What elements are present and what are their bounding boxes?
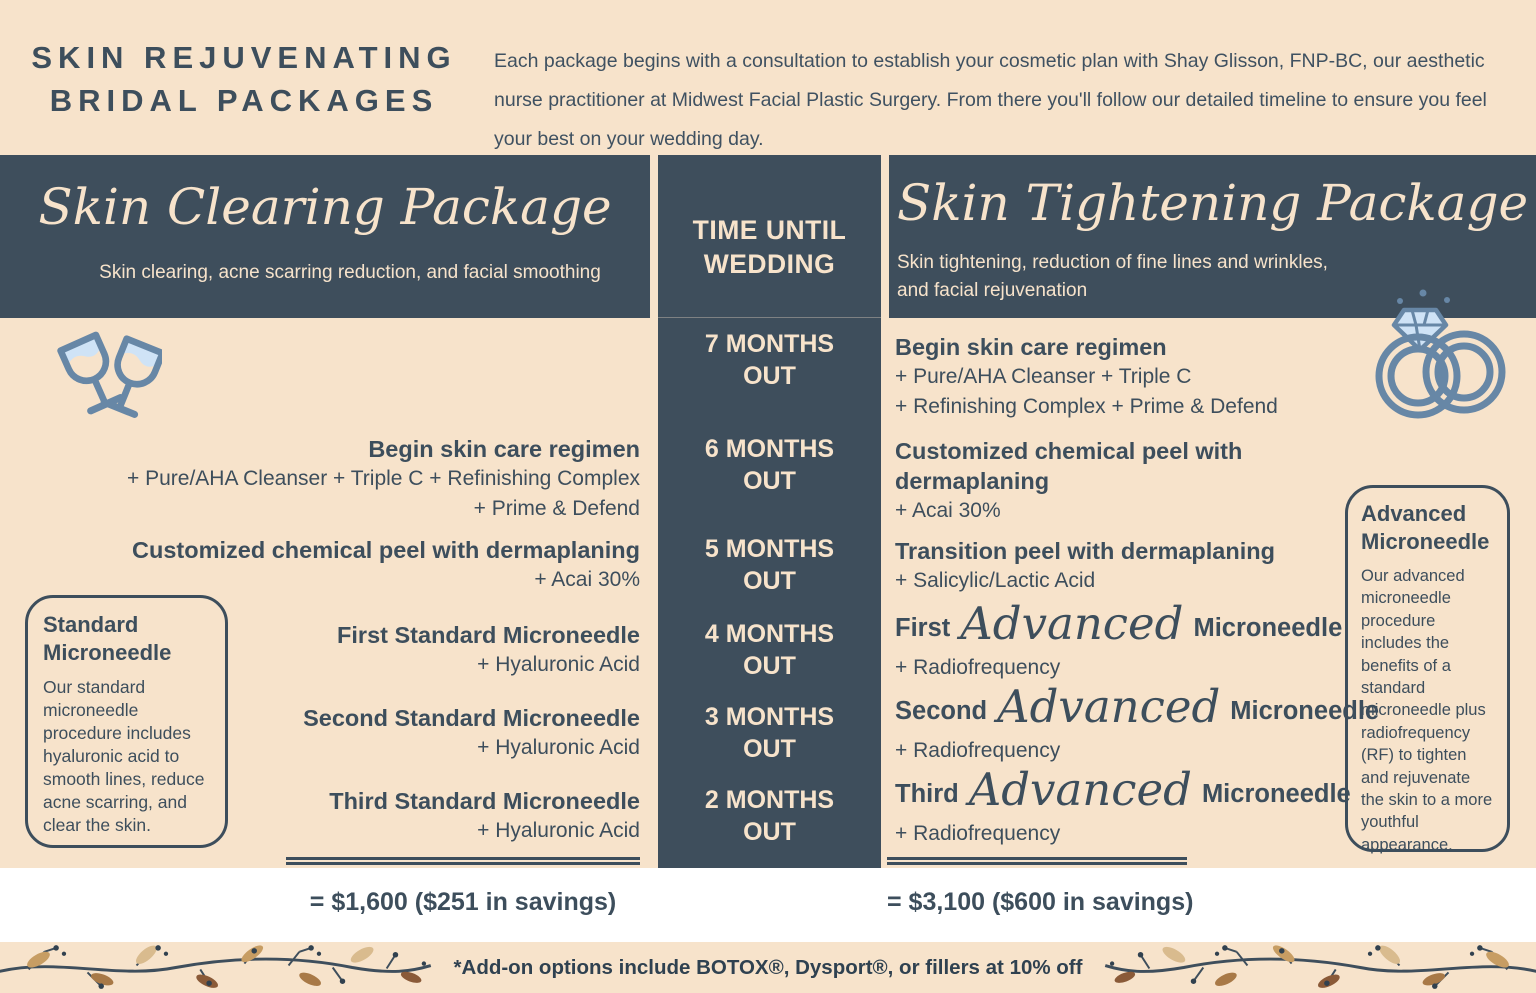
left-package-name: Skin Clearing Package (38, 178, 612, 236)
right-row-third-advanced: Third Advanced Microneedle + Radiofrequency (895, 763, 1351, 845)
addon-note: *Add-on options include BOTOX®, Dysport®, or fillers at 10% off (453, 955, 1083, 979)
wedding-rings-icon (1372, 284, 1506, 422)
branch-decoration-left (0, 942, 434, 993)
left-package-subtitle: Skin clearing, acne scarring reduction, and facial smoothing (99, 262, 601, 283)
intro-text: Each package begins with a consultation to establish your cosmetic plan with Shay Glisson, FNP-BC, our aesthetic nurse practitioner at Midwest Facial Plastic Surgery. From there you'll follow our detailed timeline to ensure you feel your best on your wedding day. (494, 49, 1487, 150)
timeline-header: TIME UNTIL WEDDING (692, 215, 847, 279)
page-title-line2: BRIDAL PACKAGES (49, 83, 439, 118)
left-row-chemical-peel: Customized chemical peel with dermaplaning + Acai 30% (132, 537, 640, 591)
right-row-first-advanced: First Advanced Microneedle + Radiofrequency (895, 597, 1343, 679)
timeline-slot-5-months: 5 MONTHS OUT (704, 535, 835, 595)
page-title-line1: SKIN REJUVENATING (31, 40, 457, 75)
champagne-toast-icon (56, 330, 162, 442)
branch-decoration-right (1102, 942, 1536, 993)
left-row-begin-regimen: Begin skin care regimen + Pure/AHA Cleanser + Triple C + Refinishing Complex + Prime & Defend (127, 436, 640, 520)
right-row-begin-regimen: Begin skin care regimen + Pure/AHA Cleanser + Triple C + Refinishing Complex + Prime & Defend (895, 334, 1278, 418)
left-package-total: = $1,600 ($251 in savings) (309, 888, 617, 916)
left-package-header (0, 155, 650, 318)
timeline-slot-4-months: 4 MONTHS OUT (704, 620, 835, 680)
left-row-third-microneedle: Third Standard Microneedle + Hyaluronic Acid (329, 788, 640, 842)
timeline-column (658, 155, 881, 868)
timeline-slot-3-months: 3 MONTHS OUT (704, 703, 835, 763)
right-row-second-advanced: Second Advanced Microneedle + Radiofrequency (895, 680, 1380, 762)
right-package-total: = $3,100 ($600 in savings) (887, 888, 1194, 916)
timeline-slot-7-months: 7 MONTHS OUT (704, 330, 835, 390)
right-package-subtitle: Skin tightening, reduction of fine lines and wrinkles, and facial rejuvenation (897, 252, 1328, 301)
right-row-transition-peel: Transition peel with dermaplaning + Salicylic/Lactic Acid (895, 538, 1275, 592)
advanced-microneedle-box: Advanced Microneedle Our advanced microneedle procedure includes the benefits of a standard microneedle plus radiofrequency (RF) to tighten and rejuvenate the skin to a more youthful appearance. (1345, 485, 1510, 852)
left-row-first-microneedle: First Standard Microneedle + Hyaluronic Acid (337, 622, 640, 676)
timeline-slot-2-months: 2 MONTHS OUT (704, 786, 835, 846)
right-package-name: Skin Tightening Package (897, 174, 1529, 232)
right-total-divider (887, 857, 1187, 865)
standard-microneedle-box: Standard Microneedle Our standard microneedle procedure includes hyaluronic acid to smooth lines, reduce acne scarring, and clear the skin. (25, 595, 228, 848)
timeline-slot-6-months: 6 MONTHS OUT (704, 435, 835, 495)
right-row-chemical-peel: Customized chemical peel with dermaplaning + Acai 30% (895, 438, 1243, 522)
page-title (28, 36, 460, 122)
left-total-divider (286, 857, 640, 865)
left-row-second-microneedle: Second Standard Microneedle + Hyaluronic Acid (303, 705, 640, 759)
